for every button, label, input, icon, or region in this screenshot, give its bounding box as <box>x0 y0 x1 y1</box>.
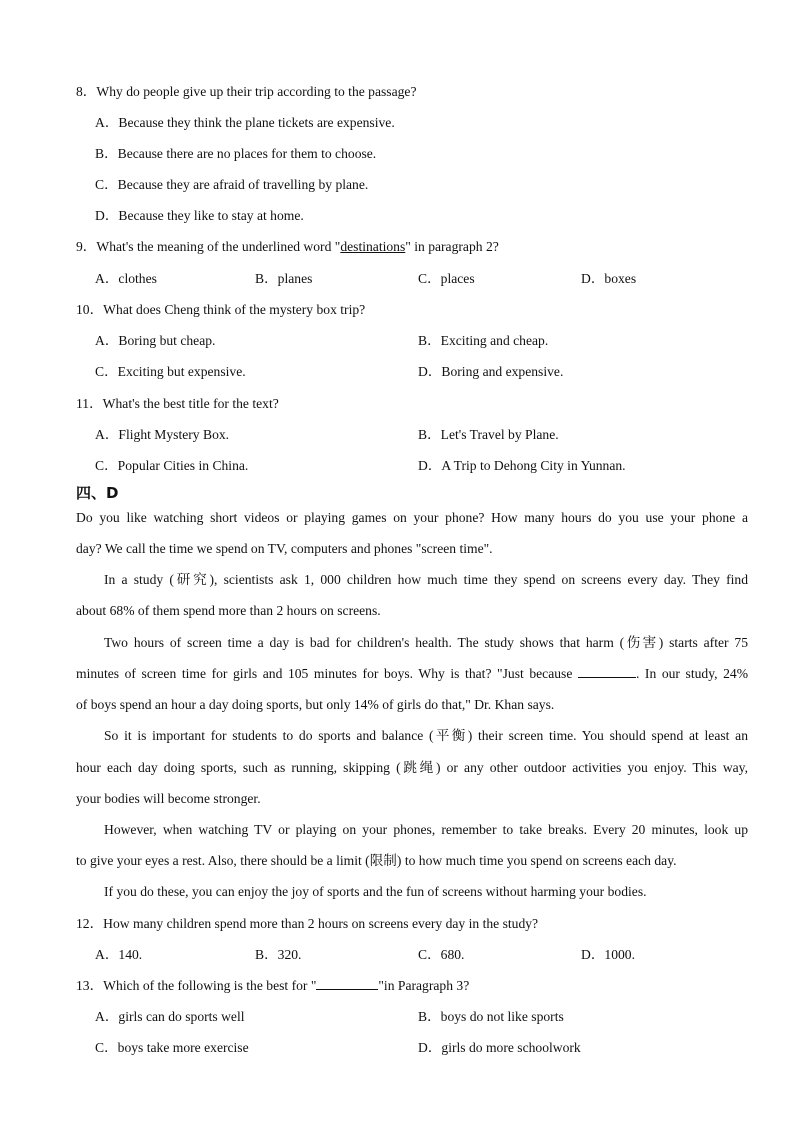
passage-p3-line-2-before: minutes of screen time for girls and 105 minutes for boys. Why is that? "Just because <box>76 666 578 681</box>
question-8-option-d: D．Because they like to stay at home. <box>95 208 304 223</box>
question-13-blank <box>316 977 378 990</box>
question-10-option-c: C．Exciting but expensive. <box>95 364 246 379</box>
passage-p5-line-2: to give your eyes a rest. Also, there should be a limit (限制) to how much time you spend on screens each day. <box>76 853 677 868</box>
question-12-option-d: D．1000. <box>581 947 635 962</box>
question-13-option-a: A．girls can do sports well <box>95 1009 245 1024</box>
question-13-option-d: D．girls do more schoolwork <box>418 1040 581 1055</box>
passage-p3-line-1: Two hours of screen time a day is bad for children's health. The study shows that harm (伤害) starts after 75 <box>104 635 748 650</box>
question-9-stem <box>76 238 499 256</box>
passage-p2-line-1: In a study (研究), scientists ask 1, 000 children how much time they spend on screens every day. They find <box>104 572 748 587</box>
question-9-option-b: B．planes <box>255 271 313 286</box>
passage-p3-line-2-after: . In our study, 24% <box>635 666 749 681</box>
question-8-stem: 8．Why do people give up their trip according to the passage? <box>76 84 417 99</box>
question-13-stem <box>76 977 469 995</box>
passage-p3-line-2 <box>76 665 748 683</box>
underlined-word: destinations <box>340 239 406 254</box>
question-13-stem-after: "in Paragraph 3? <box>378 978 470 993</box>
passage-p4-line-3: your bodies will become stronger. <box>76 791 261 806</box>
question-8-option-b: B．Because there are no places for them to choose. <box>95 146 377 161</box>
passage-p6: If you do these, you can enjoy the joy of sports and the fun of screens without harming your bodies. <box>104 884 647 899</box>
question-13-stem-before: 13．Which of the following is the best for " <box>76 978 317 993</box>
question-10-option-a: A．Boring but cheap. <box>95 333 216 348</box>
question-9-option-d: D．boxes <box>581 271 637 286</box>
passage-p2-line-2: about 68% of them spend more than 2 hours on screens. <box>76 603 381 618</box>
question-9-stem-before: 9．What's the meaning of the underlined word " <box>76 239 341 254</box>
question-11-option-a: A．Flight Mystery Box. <box>95 427 230 442</box>
question-13-option-c: C．boys take more exercise <box>95 1040 249 1055</box>
question-11-stem: 11．What's the best title for the text? <box>76 396 279 411</box>
question-11-option-c: C．Popular Cities in China. <box>95 458 249 473</box>
question-10-option-d: D．Boring and expensive. <box>418 364 564 379</box>
question-9-option-c: C．places <box>418 271 475 286</box>
question-12-option-b: B．320. <box>255 947 302 962</box>
question-9-option-a: A．clothes <box>95 271 157 286</box>
passage-p4-line-1: So it is important for students to do sports and balance (平衡) their screen time. You should spend at least an <box>104 728 748 743</box>
question-10-option-b: B．Exciting and cheap. <box>418 333 549 348</box>
passage-p3-line-3: of boys spend an hour a day doing sports, but only 14% of girls do that," Dr. Khan says. <box>76 697 555 712</box>
passage-p5-line-1: However, when watching TV or playing on your phones, remember to take breaks. Every 20 minutes, look up <box>104 822 748 837</box>
passage-p4-line-2: hour each day doing sports, such as running, skipping (跳绳) or any other outdoor activities you enjoy. This way, <box>76 760 748 775</box>
section-heading: 四、D <box>76 484 119 502</box>
question-12-option-c: C．680. <box>418 947 465 962</box>
question-8-option-c: C．Because they are afraid of travelling by plane. <box>95 177 369 192</box>
question-12-stem: 12．How many children spend more than 2 hours on screens every day in the study? <box>76 916 539 931</box>
question-12-option-a: A．140. <box>95 947 143 962</box>
fill-in-blank <box>578 665 636 678</box>
question-10-stem: 10．What does Cheng think of the mystery box trip? <box>76 302 366 317</box>
passage-p1-line-2: day? We call the time we spend on TV, computers and phones "screen time". <box>76 541 493 556</box>
question-11-option-b: B．Let's Travel by Plane. <box>418 427 559 442</box>
question-8-option-a: A．Because they think the plane tickets are expensive. <box>95 115 395 130</box>
question-13-option-b: B．boys do not like sports <box>418 1009 564 1024</box>
question-11-option-d: D．A Trip to Dehong City in Yunnan. <box>418 458 626 473</box>
question-9-stem-after: " in paragraph 2? <box>405 239 499 254</box>
passage-p1-line-1: Do you like watching short videos or playing games on your phone? How many hours do you use your phone a <box>76 510 748 525</box>
